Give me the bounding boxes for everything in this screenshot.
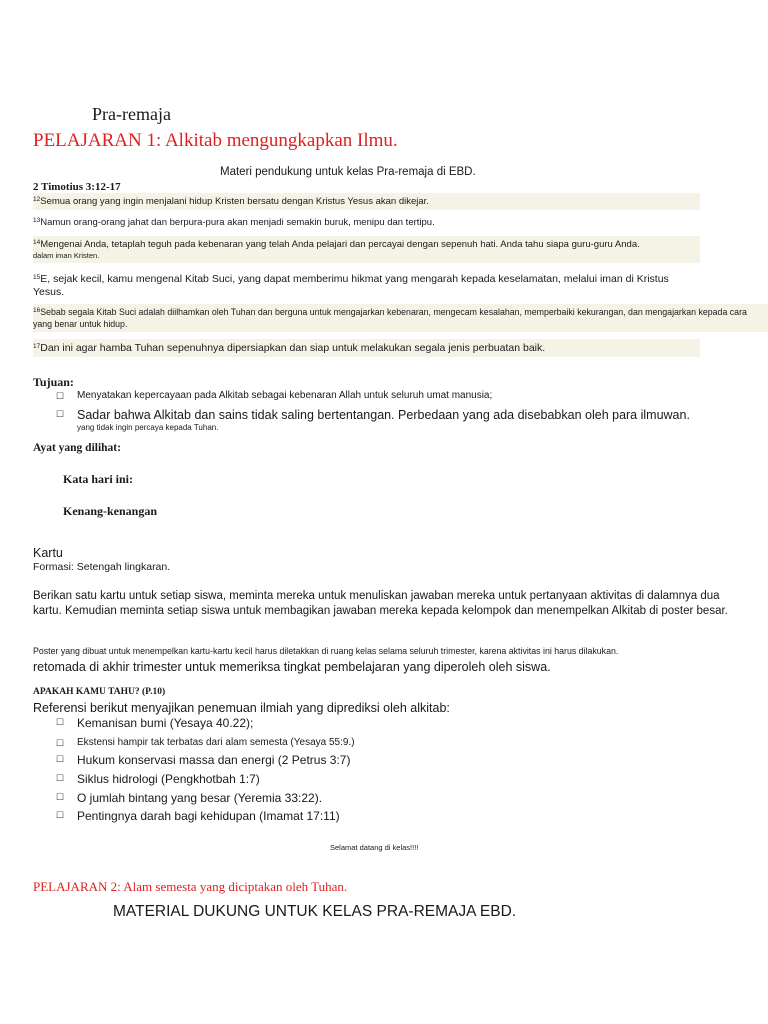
bullet-box-icon: ☐: [56, 810, 65, 820]
bullet-box-icon: ☐: [56, 754, 65, 764]
verse-text: Mengenai Anda, tetaplah teguh pada kebenaran yang telah Anda pelajari dan percayai dengan sepenuh hati. Anda tahu siapa guru-guru Anda.: [40, 239, 640, 250]
audience-label: Pra-remaja: [92, 104, 171, 124]
verse-text: Dan ini agar hamba Tuhan sepenuhnya dipersiapkan dan siap untuk melakukan segala jenis perbuatan baik.: [40, 342, 546, 354]
verse-number: 13: [33, 217, 41, 224]
list-item: [56, 772, 260, 786]
verse-text: Sebab segala Kitab Suci adalah diilhamkan oleh Tuhan dan berguna untuk mengajarkan kebenaran, mengecam kesalahan, memperbaiki kekurangan, dan mengajarkan kepada cara yang benar untuk hidup.: [33, 307, 747, 329]
objective-continuation: yang tidak ingin percaya kepada Tuhan.: [77, 423, 219, 432]
bullet-box-icon: ☐: [56, 738, 65, 748]
verse-16: [33, 304, 768, 332]
list-item-text: O jumlah bintang yang besar (Yeremia 33:22).: [77, 791, 323, 805]
verse-continuation: dalam iman Kristen.: [33, 251, 100, 260]
verse-number: 15: [33, 274, 41, 281]
scripture-reference: 2 Timotius 3:12-17: [33, 181, 121, 193]
card-instructions: Berikan satu kartu untuk setiap siswa, meminta mereka untuk menuliskan jawaban mereka untuk pertanyaan aktivitas di dalamnya dua kartu. Kemudian meminta setiap siswa untuk membagikan jawaban mereka kepada kelompok dan menempelkan Alkitab di poster besar.: [33, 590, 728, 617]
card-poster-note: Poster yang dibuat untuk menempelkan kartu-kartu kecil harus diletakkan di ruang kelas selama seluruh trimester, karena aktivitas ini harus dilakukan.: [33, 646, 619, 656]
objectives-heading: Tujuan:: [33, 375, 74, 389]
objective-text: Menyatakan kepercayaan pada Alkitab sebagai kebenaran Allah untuk seluruh umat manusia;: [77, 390, 493, 401]
verse-number: 16: [33, 307, 41, 314]
card-formation: Formasi: Setengah lingkaran.: [33, 561, 171, 573]
objective-item: [56, 390, 492, 402]
bullet-box-icon: ☐: [56, 717, 65, 727]
list-item: [56, 809, 340, 823]
objective-item: [56, 408, 690, 422]
verse-number: 12: [33, 196, 41, 203]
verse-text: Namun orang-orang jahat dan berpura-pura akan menjadi semakin buruk, menipu dan tertipu.: [40, 217, 435, 228]
verse-12: [33, 193, 700, 210]
verse-text: Semua orang yang ingin menjalani hidup Kristen bersatu dengan Kristus Yesus akan dikejar.: [40, 196, 429, 207]
bullet-box-icon: ☐: [56, 391, 65, 401]
memory-heading: Kenang-kenangan: [63, 504, 158, 518]
lesson1-title: PELAJARAN 1: Alkitab mengungkapkan Ilmu.: [33, 130, 398, 151]
bullet-box-icon: ☐: [56, 773, 65, 783]
list-item-text: Pentingnya darah bagi kehidupan (Imamat 17:11): [77, 809, 340, 823]
list-item: [56, 716, 253, 730]
list-item-text: Hukum konservasi massa dan energi (2 Petrus 3:7): [77, 753, 351, 767]
verse-13: [33, 214, 700, 231]
did-you-know-heading: APAKAH KAMU TAHU? (P.10): [33, 687, 166, 697]
card-title: Kartu: [33, 546, 63, 560]
card-poster-note-continued: retomada di akhir trimester untuk memeriksa tingkat pembelajaran yang diperoleh oleh siswa.: [33, 660, 551, 674]
lesson2-title: PELAJARAN 2: Alam semesta yang diciptakan oleh Tuhan.: [33, 879, 348, 894]
verse-15: [33, 270, 700, 301]
list-item-text: Siklus hidrologi (Pengkhotbah 1:7): [77, 772, 260, 786]
list-item: [56, 737, 355, 749]
verse-number: 14: [33, 239, 41, 246]
word-of-day-heading: Kata hari ini:: [63, 472, 134, 486]
bullet-box-icon: ☐: [56, 409, 65, 419]
verse-text: E, sejak kecil, kamu mengenal Kitab Suci, yang dapat memberimu hikmat yang mengarah kepada keselamatan, melalui iman di Kristus Yesus.: [33, 273, 669, 298]
verse-to-see-heading: Ayat yang dilihat:: [33, 442, 121, 454]
bullet-box-icon: ☐: [56, 792, 65, 802]
verse-17: [33, 339, 700, 357]
verse-14: [33, 236, 700, 263]
list-item: [56, 753, 350, 767]
list-item: [56, 791, 322, 805]
objective-text: Sadar bahwa Alkitab dan sains tidak saling bertentangan. Perbedaan yang ada disebabkan oleh para ilmuwan.: [77, 408, 690, 422]
list-item-text: Ekstensi hampir tak terbatas dari alam semesta (Yesaya 55:9.): [77, 737, 355, 748]
lesson2-subtitle: MATERIAL DUKUNG UNTUK KELAS PRA-REMAJA EBD.: [113, 903, 517, 920]
did-you-know-intro: Referensi berikut menyajikan penemuan ilmiah yang diprediksi oleh alkitab:: [33, 701, 450, 715]
verse-number: 17: [33, 343, 41, 350]
welcome-note: Selamat datang di kelas!!!!: [330, 843, 419, 852]
list-item-text: Kemanisan bumi (Yesaya 40.22);: [77, 716, 254, 730]
subtitle: Materi pendukung untuk kelas Pra-remaja di EBD.: [220, 166, 476, 178]
